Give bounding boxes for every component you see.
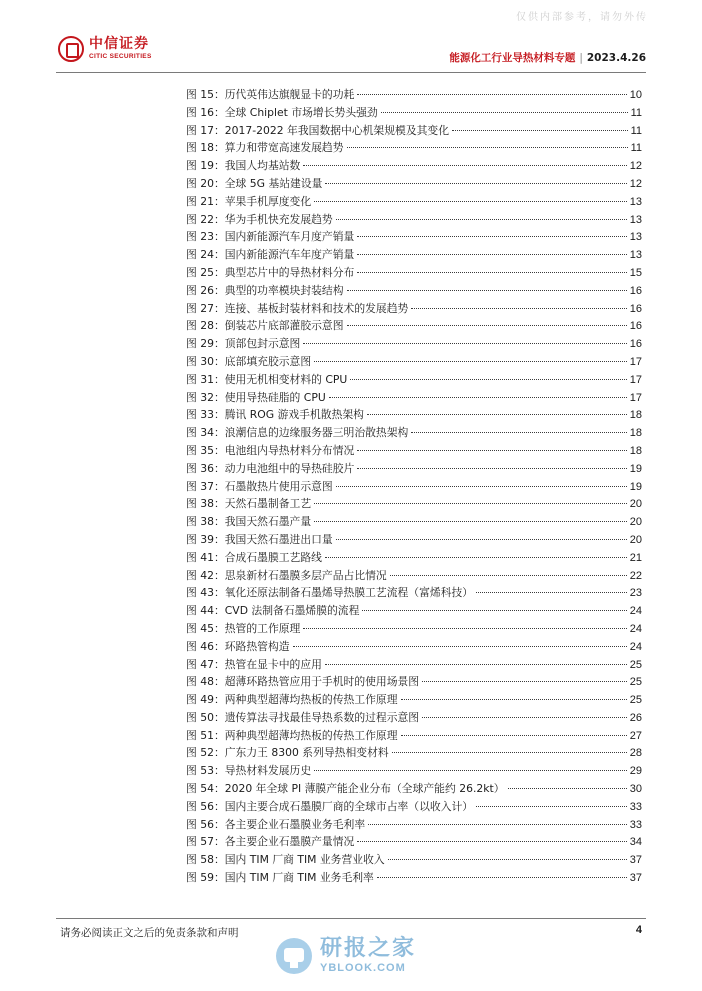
toc-figure-number: 图 56： bbox=[186, 817, 225, 831]
toc-entry[interactable] bbox=[186, 353, 642, 371]
toc-dot-leader bbox=[357, 841, 626, 842]
toc-page-number: 37 bbox=[629, 872, 642, 885]
toc-figure-number: 图 31： bbox=[186, 372, 225, 386]
toc-figure-title: 顶部包封示意图 bbox=[224, 337, 301, 351]
toc-entry[interactable] bbox=[186, 744, 642, 762]
toc-figure-number: 图 18： bbox=[186, 141, 225, 155]
toc-figure-title: 浪潮信息的边缘服务器三明治散热架构 bbox=[224, 426, 409, 440]
toc-page-number: 18 bbox=[629, 427, 642, 440]
toc-entry[interactable] bbox=[186, 193, 642, 211]
toc-dot-leader bbox=[381, 112, 628, 113]
toc-figure-title: 动力电池组中的导热硅胶片 bbox=[224, 461, 355, 475]
logo-english-name: CITIC SECURITIES bbox=[89, 53, 152, 61]
toc-page-number: 20 bbox=[629, 516, 642, 529]
toc-entry[interactable] bbox=[186, 122, 642, 140]
toc-figure-title: 2020 年全球 PI 薄膜产能企业分布（全球产能约 26.2kt） bbox=[224, 782, 505, 796]
header-report-info bbox=[449, 50, 646, 65]
toc-dot-leader bbox=[336, 219, 627, 220]
toc-figure-number: 图 58： bbox=[186, 853, 225, 867]
toc-entry[interactable] bbox=[186, 567, 642, 585]
toc-entry[interactable] bbox=[186, 424, 642, 442]
toc-figure-title: 国内主要合成石墨膜厂商的全球市占率（以收入计） bbox=[224, 799, 474, 813]
toc-figure-title: 各主要企业石墨膜产量情况 bbox=[224, 835, 355, 849]
toc-dot-leader bbox=[357, 254, 626, 255]
toc-dot-leader bbox=[314, 503, 627, 504]
footer-divider bbox=[56, 918, 646, 919]
toc-page-number: 10 bbox=[629, 89, 642, 101]
toc-figure-number: 图 38： bbox=[186, 515, 225, 529]
toc-entry[interactable] bbox=[186, 246, 642, 264]
toc-figure-title: 底部填充胶示意图 bbox=[224, 354, 312, 368]
toc-figure-number: 图 29： bbox=[186, 337, 225, 351]
toc-page-number: 28 bbox=[629, 747, 642, 760]
toc-dot-leader bbox=[476, 806, 627, 807]
toc-figure-title: 全球 Chiplet 市场增长势头强劲 bbox=[224, 105, 378, 119]
toc-figure-number: 图 51： bbox=[186, 728, 225, 742]
toc-figure-title: CVD 法制备石墨烯膜的流程 bbox=[224, 604, 360, 618]
toc-page-number: 24 bbox=[629, 622, 642, 635]
toc-figure-number: 图 35： bbox=[186, 443, 225, 457]
toc-entry[interactable] bbox=[186, 869, 642, 887]
toc-dot-leader bbox=[357, 272, 626, 273]
toc-entry[interactable] bbox=[186, 762, 642, 780]
toc-entry[interactable] bbox=[186, 620, 642, 638]
toc-figure-number: 图 50： bbox=[186, 710, 225, 724]
toc-figure-number: 图 53： bbox=[186, 764, 225, 778]
toc-page-number: 11 bbox=[630, 124, 642, 137]
toc-figure-title: 2017-2022 年我国数据中心机架规模及其变化 bbox=[224, 123, 449, 137]
toc-entry[interactable] bbox=[186, 602, 642, 620]
toc-figure-number: 图 19： bbox=[186, 159, 225, 173]
toc-figure-title: 两种典型超薄均热板的传热工作原理 bbox=[224, 728, 398, 742]
toc-entry[interactable] bbox=[186, 157, 642, 175]
confidential-watermark: 仅供内部参考，请勿外传 bbox=[516, 12, 648, 23]
toc-figure-number: 图 17： bbox=[186, 123, 225, 137]
toc-figure-title: 国内新能源汽车月度产销量 bbox=[224, 230, 355, 244]
toc-figure-title: 氧化还原法制备石墨烯导热膜工艺流程（富烯科技） bbox=[224, 586, 474, 600]
report-date: 2023.4.26 bbox=[586, 52, 646, 64]
toc-page-number: 17 bbox=[629, 355, 642, 368]
toc-entry[interactable] bbox=[186, 513, 642, 531]
toc-dot-leader bbox=[357, 94, 626, 95]
toc-dot-leader bbox=[325, 557, 627, 558]
toc-dot-leader bbox=[377, 877, 627, 878]
toc-page-number: 13 bbox=[629, 195, 642, 208]
toc-entry[interactable] bbox=[186, 104, 642, 122]
toc-dot-leader bbox=[314, 201, 627, 202]
toc-dot-leader bbox=[390, 575, 627, 576]
toc-dot-leader bbox=[401, 699, 627, 700]
header-divider bbox=[56, 72, 646, 73]
toc-figure-number: 图 57： bbox=[186, 835, 225, 849]
toc-figure-number: 图 41： bbox=[186, 550, 225, 564]
toc-entry[interactable] bbox=[186, 549, 642, 567]
toc-dot-leader bbox=[314, 770, 627, 771]
toc-figure-number: 图 32： bbox=[186, 390, 225, 404]
toc-figure-number: 图 38： bbox=[186, 497, 225, 511]
toc-figure-number: 图 25： bbox=[186, 265, 225, 279]
toc-figure-number: 图 48： bbox=[186, 675, 225, 689]
toc-figure-number: 图 56： bbox=[186, 799, 225, 813]
toc-entry[interactable] bbox=[186, 798, 642, 816]
toc-figure-title: 国内新能源汽车年度产销量 bbox=[224, 248, 355, 262]
toc-figure-title: 腾讯 ROG 游戏手机散热架构 bbox=[224, 408, 364, 422]
toc-page-number: 19 bbox=[629, 462, 642, 475]
toc-entry[interactable] bbox=[186, 211, 642, 229]
toc-figure-number: 图 46： bbox=[186, 639, 225, 653]
toc-page-number: 16 bbox=[629, 320, 642, 333]
toc-page-number: 18 bbox=[629, 409, 642, 422]
toc-figure-number: 图 36： bbox=[186, 461, 225, 475]
toc-page-number: 26 bbox=[629, 711, 642, 724]
toc-entry[interactable] bbox=[186, 335, 642, 353]
toc-dot-leader bbox=[368, 824, 627, 825]
toc-dot-leader bbox=[325, 183, 626, 184]
toc-page-number: 17 bbox=[629, 373, 642, 386]
toc-page-number: 20 bbox=[629, 533, 642, 546]
toc-dot-leader bbox=[303, 628, 626, 629]
toc-page-number: 37 bbox=[629, 854, 642, 867]
toc-entry[interactable] bbox=[186, 371, 642, 389]
toc-page-number: 11 bbox=[630, 106, 642, 119]
toc-dot-leader bbox=[357, 468, 626, 469]
toc-dot-leader bbox=[336, 539, 627, 540]
toc-figure-title: 广东力王 8300 系列导热相变材料 bbox=[224, 746, 389, 760]
toc-figure-number: 图 54： bbox=[186, 782, 225, 796]
toc-figure-number: 图 27： bbox=[186, 301, 225, 315]
toc-dot-leader bbox=[392, 752, 627, 753]
toc-dot-leader bbox=[367, 414, 627, 415]
page-header bbox=[52, 36, 650, 72]
toc-entry[interactable] bbox=[186, 86, 642, 104]
toc-dot-leader bbox=[411, 308, 626, 309]
toc-dot-leader bbox=[388, 859, 627, 860]
toc-dot-leader bbox=[357, 236, 626, 237]
toc-page-number: 24 bbox=[629, 640, 642, 653]
toc-page-number: 25 bbox=[629, 694, 642, 707]
report-title: 能源化工行业导热材料专题 bbox=[449, 52, 576, 64]
toc-page-number: 11 bbox=[630, 142, 642, 155]
toc-entry[interactable] bbox=[186, 780, 642, 798]
watermark-chinese-text: 研报之家 bbox=[320, 936, 417, 961]
toc-entry[interactable] bbox=[186, 656, 642, 674]
toc-entry[interactable] bbox=[186, 478, 642, 496]
toc-figure-number: 图 47： bbox=[186, 657, 225, 671]
toc-figure-title: 合成石墨膜工艺路线 bbox=[224, 550, 322, 564]
toc-entry[interactable] bbox=[186, 709, 642, 727]
toc-figure-title: 华为手机快充发展趋势 bbox=[224, 212, 333, 226]
toc-entry[interactable] bbox=[186, 442, 642, 460]
toc-figure-number: 图 28： bbox=[186, 319, 225, 333]
toc-page-number: 33 bbox=[629, 818, 642, 831]
toc-dot-leader bbox=[357, 450, 626, 451]
toc-page-number: 24 bbox=[629, 605, 642, 618]
logo-chinese-name: 中信证券 bbox=[89, 36, 149, 53]
toc-figure-number: 图 34： bbox=[186, 426, 225, 440]
toc-figure-title: 各主要企业石墨膜业务毛利率 bbox=[224, 817, 366, 831]
toc-figure-title: 典型的功率模块封装结构 bbox=[224, 283, 344, 297]
toc-page-number: 27 bbox=[629, 729, 642, 742]
toc-entry[interactable] bbox=[186, 175, 642, 193]
toc-figure-title: 热管的工作原理 bbox=[224, 621, 301, 635]
watermark-english-text: YBLOOK.COM bbox=[320, 962, 406, 974]
toc-figure-title: 使用导热硅脂的 CPU bbox=[224, 390, 326, 404]
toc-page-number: 23 bbox=[629, 587, 642, 600]
citic-logo-icon bbox=[58, 36, 84, 62]
toc-dot-leader bbox=[476, 592, 627, 593]
toc-figure-number: 图 59： bbox=[186, 871, 225, 885]
toc-figure-title: 全球 5G 基站建设量 bbox=[224, 176, 323, 190]
toc-dot-leader bbox=[401, 735, 627, 736]
toc-dot-leader bbox=[325, 664, 627, 665]
toc-entry[interactable] bbox=[186, 673, 642, 691]
toc-page-number: 19 bbox=[629, 480, 642, 493]
toc-page-number: 25 bbox=[629, 658, 642, 671]
toc-figure-title: 算力和带宽高速发展趋势 bbox=[224, 141, 344, 155]
toc-figure-number: 图 52： bbox=[186, 746, 225, 760]
toc-dot-leader bbox=[347, 325, 627, 326]
toc-page-number: 16 bbox=[629, 302, 642, 315]
toc-entry[interactable] bbox=[186, 638, 642, 656]
toc-figure-title: 倒装芯片底部灌胶示意图 bbox=[224, 319, 344, 333]
toc-entry[interactable] bbox=[186, 300, 642, 318]
toc-dot-leader bbox=[347, 147, 628, 148]
toc-figure-title: 使用无机相变材料的 CPU bbox=[224, 372, 348, 386]
toc-figure-title: 思泉新材石墨膜多层产品占比情况 bbox=[224, 568, 387, 582]
toc-page-number: 16 bbox=[629, 338, 642, 351]
toc-page-number: 13 bbox=[629, 249, 642, 262]
toc-dot-leader bbox=[350, 379, 626, 380]
toc-figure-title: 环路热管构造 bbox=[224, 639, 290, 653]
toc-figure-title: 两种典型超薄均热板的传热工作原理 bbox=[224, 693, 398, 707]
toc-dot-leader bbox=[293, 646, 627, 647]
toc-dot-leader bbox=[362, 610, 626, 611]
toc-dot-leader bbox=[422, 681, 627, 682]
toc-entry[interactable] bbox=[186, 228, 642, 246]
page-number: 4 bbox=[635, 924, 642, 936]
toc-figure-title: 天然石墨制备工艺 bbox=[224, 497, 312, 511]
toc-dot-leader bbox=[336, 486, 627, 487]
figure-index-list bbox=[186, 86, 642, 887]
toc-figure-number: 图 16： bbox=[186, 105, 225, 119]
yblook-watermark bbox=[276, 938, 416, 974]
toc-figure-number: 图 23： bbox=[186, 230, 225, 244]
toc-page-number: 12 bbox=[629, 177, 642, 190]
toc-page-number: 25 bbox=[629, 676, 642, 689]
toc-figure-number: 图 22： bbox=[186, 212, 225, 226]
header-separator: | bbox=[579, 52, 583, 64]
toc-figure-title: 历代英伟达旗舰显卡的功耗 bbox=[224, 88, 355, 101]
toc-page-number: 16 bbox=[629, 284, 642, 297]
toc-entry[interactable] bbox=[186, 531, 642, 549]
toc-entry[interactable] bbox=[186, 139, 642, 157]
toc-figure-number: 图 43： bbox=[186, 586, 225, 600]
toc-page-number: 21 bbox=[629, 551, 642, 564]
toc-entry[interactable] bbox=[186, 406, 642, 424]
toc-figure-title: 电池组内导热材料分布情况 bbox=[224, 443, 355, 457]
toc-dot-leader bbox=[422, 717, 627, 718]
toc-figure-number: 图 42： bbox=[186, 568, 225, 582]
toc-figure-number: 图 30： bbox=[186, 354, 225, 368]
toc-figure-title: 国内 TIM 厂商 TIM 业务营业收入 bbox=[224, 853, 385, 867]
toc-page-number: 29 bbox=[629, 765, 642, 778]
toc-figure-number: 图 49： bbox=[186, 693, 225, 707]
toc-dot-leader bbox=[452, 130, 628, 131]
toc-figure-title: 典型芯片中的导热材料分布 bbox=[224, 265, 355, 279]
toc-figure-title: 苹果手机厚度变化 bbox=[224, 194, 312, 208]
toc-dot-leader bbox=[347, 290, 627, 291]
toc-page-number: 17 bbox=[629, 391, 642, 404]
toc-figure-number: 图 26： bbox=[186, 283, 225, 297]
toc-page-number: 15 bbox=[629, 266, 642, 279]
toc-page-number: 18 bbox=[629, 444, 642, 457]
toc-entry[interactable] bbox=[186, 727, 642, 745]
toc-figure-title: 我国天然石墨进出口量 bbox=[224, 532, 333, 546]
toc-figure-title: 导热材料发展历史 bbox=[224, 764, 312, 778]
toc-entry[interactable] bbox=[186, 282, 642, 300]
toc-entry[interactable] bbox=[186, 389, 642, 407]
toc-dot-leader bbox=[303, 343, 626, 344]
toc-figure-number: 图 33： bbox=[186, 408, 225, 422]
toc-figure-title: 我国人均基站数 bbox=[224, 159, 301, 173]
toc-entry[interactable] bbox=[186, 317, 642, 335]
toc-page-number: 34 bbox=[629, 836, 642, 849]
toc-page-number: 13 bbox=[629, 231, 642, 244]
toc-entry[interactable] bbox=[186, 584, 642, 602]
toc-page-number: 12 bbox=[629, 160, 642, 173]
toc-figure-number: 图 15： bbox=[186, 88, 225, 101]
toc-figure-title: 遗传算法寻找最佳导热系数的过程示意图 bbox=[224, 710, 420, 724]
toc-entry[interactable] bbox=[186, 691, 642, 709]
toc-figure-number: 图 20： bbox=[186, 176, 225, 190]
toc-figure-number: 图 21： bbox=[186, 194, 225, 208]
yblook-logo-icon bbox=[276, 938, 312, 974]
toc-figure-title: 超薄环路热管应用于手机时的使用场景图 bbox=[224, 675, 420, 689]
toc-page-number: 30 bbox=[629, 783, 642, 796]
toc-figure-title: 国内 TIM 厂商 TIM 业务毛利率 bbox=[224, 871, 374, 885]
toc-page-number: 20 bbox=[629, 498, 642, 511]
toc-page-number: 33 bbox=[629, 800, 642, 813]
toc-dot-leader bbox=[314, 361, 627, 362]
toc-figure-title: 连接、基板封装材料和技术的发展趋势 bbox=[224, 301, 409, 315]
toc-figure-number: 图 37： bbox=[186, 479, 225, 493]
toc-dot-leader bbox=[508, 788, 627, 789]
toc-figure-title: 石墨散热片使用示意图 bbox=[224, 479, 333, 493]
citic-logo bbox=[58, 36, 152, 62]
toc-figure-title: 我国天然石墨产量 bbox=[224, 515, 312, 529]
toc-page-number: 22 bbox=[629, 569, 642, 582]
toc-figure-number: 图 45： bbox=[186, 621, 225, 635]
toc-figure-title: 热管在显卡中的应用 bbox=[224, 657, 322, 671]
toc-dot-leader bbox=[329, 397, 627, 398]
toc-figure-number: 图 24： bbox=[186, 248, 225, 262]
toc-entry[interactable] bbox=[186, 816, 642, 834]
toc-page-number: 13 bbox=[629, 213, 642, 226]
toc-entry[interactable] bbox=[186, 264, 642, 282]
toc-entry[interactable] bbox=[186, 495, 642, 513]
toc-entry[interactable] bbox=[186, 851, 642, 869]
toc-entry[interactable] bbox=[186, 833, 642, 851]
footer-disclaimer: 请务必阅读正文之后的免责条款和声明 bbox=[60, 927, 239, 939]
toc-dot-leader bbox=[314, 521, 627, 522]
toc-figure-number: 图 44： bbox=[186, 604, 225, 618]
toc-figure-number: 图 39： bbox=[186, 532, 225, 546]
toc-entry[interactable] bbox=[186, 460, 642, 478]
toc-dot-leader bbox=[411, 432, 626, 433]
toc-dot-leader bbox=[303, 165, 626, 166]
